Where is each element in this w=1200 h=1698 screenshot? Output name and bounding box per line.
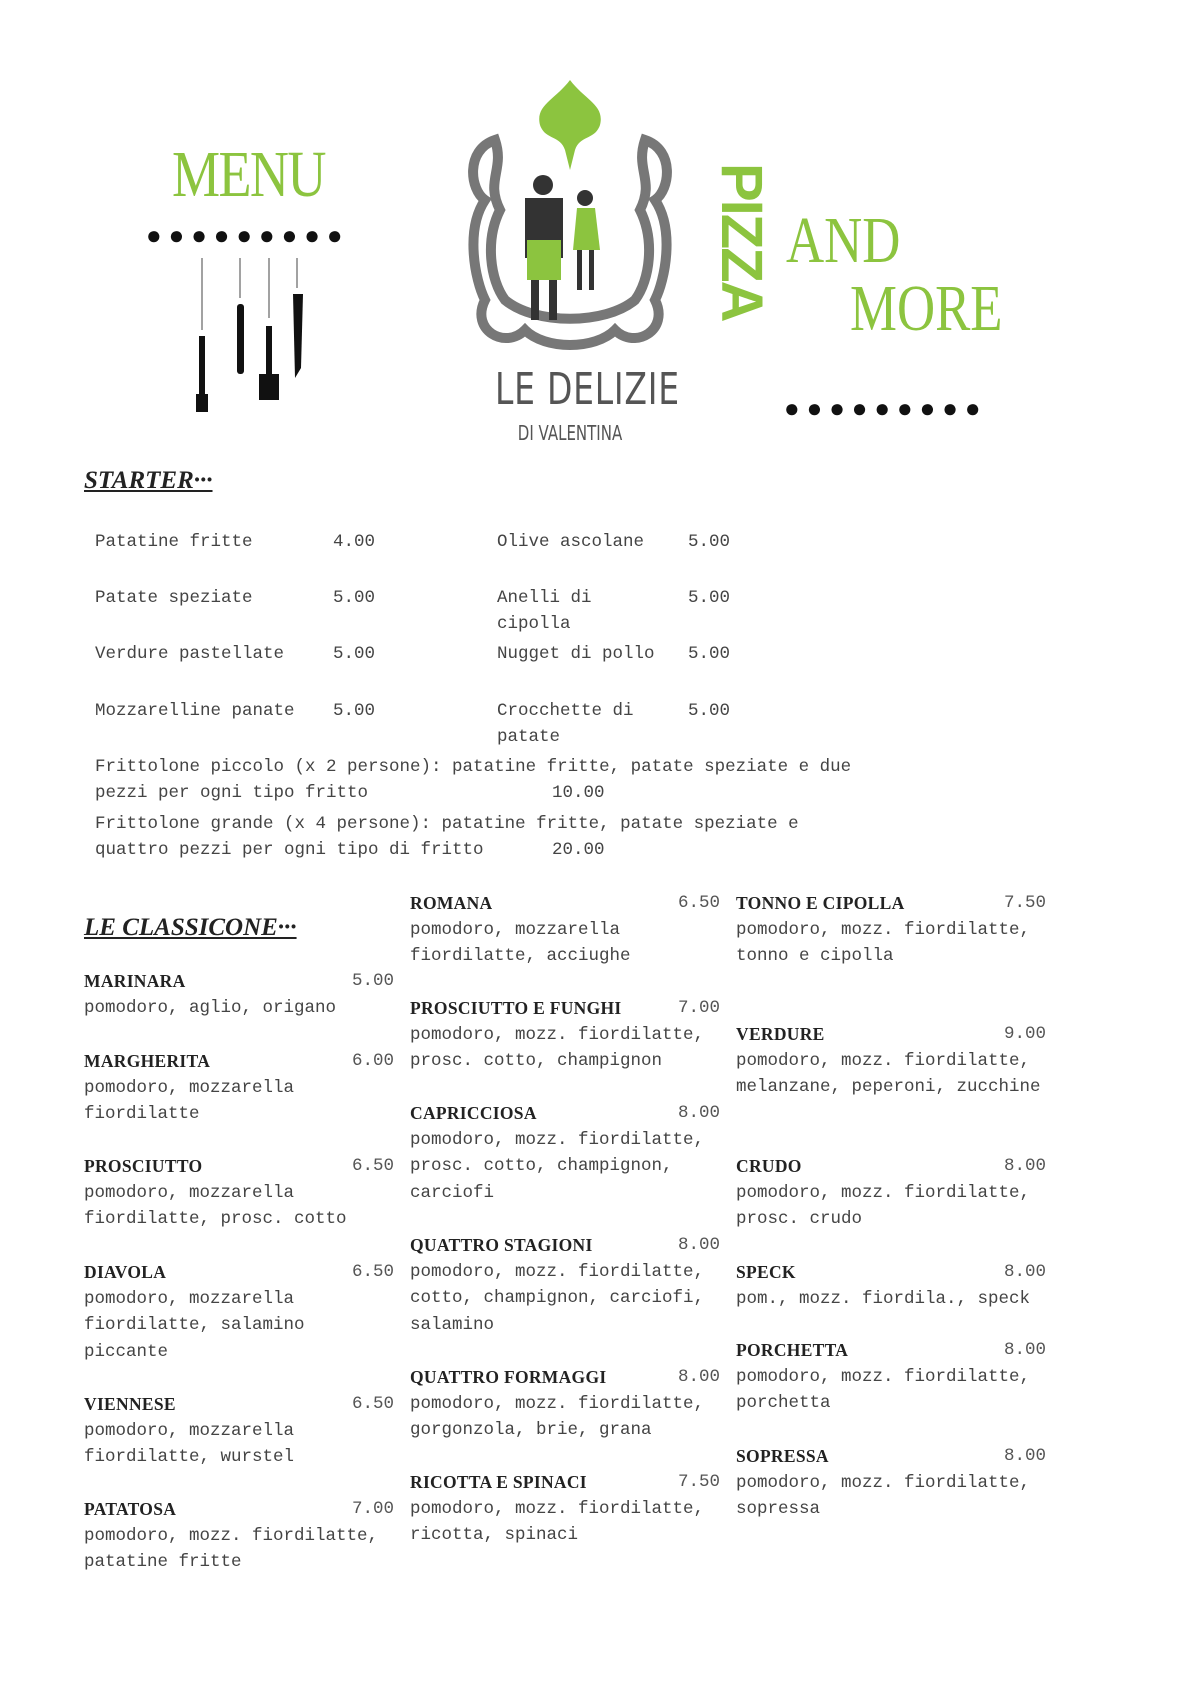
pizza-item — [410, 1232, 720, 1338]
pizza-price: 7.50 — [677, 1472, 720, 1492]
pizza-header — [84, 1391, 394, 1418]
pizza-name: PORCHETTA — [736, 1340, 849, 1360]
pizza-item — [84, 1048, 394, 1128]
starter-price: 5.00 — [688, 532, 731, 552]
pizza-ingredients: pomodoro, mozzarella fiordilatte — [84, 1077, 295, 1124]
and-title: AND — [786, 204, 901, 277]
pizza-ingredients: pomodoro, mozz. fiordilatte, sopressa — [736, 1472, 1031, 1519]
starter-item: Patatine fritte — [95, 532, 253, 552]
pizza-item — [736, 1337, 1046, 1417]
pizza-ingredients: pomodoro, mozz. fiordilatte, gorgonzola, brie, grana — [410, 1393, 705, 1440]
dots-divider-left: ●●●●●●●●● — [146, 222, 350, 252]
pizza-price: 7.00 — [351, 1499, 394, 1519]
pizza-header — [84, 968, 394, 995]
pizza-price: 8.00 — [1003, 1340, 1046, 1360]
logo-title: LE DELIZIE — [495, 364, 680, 415]
pizza-ingredients: pomodoro, mozz. fiordilatte, patatine fritte — [84, 1525, 379, 1572]
starter-item: Patate speziate — [95, 588, 253, 608]
pizza-item — [736, 1153, 1046, 1233]
starter-item: Mozzarelline panate — [95, 701, 295, 721]
logo-emblem-icon — [465, 80, 675, 362]
pizza-name: MARGHERITA — [84, 1051, 211, 1071]
pizza-item — [84, 1496, 394, 1576]
pizza-header — [410, 995, 720, 1022]
pizza-price: 8.00 — [1003, 1446, 1046, 1466]
pizza-ingredients: pomodoro, aglio, origano — [84, 997, 337, 1018]
pizza-item — [736, 1443, 1046, 1523]
combo-line: Frittolone piccolo (x 2 persone): patatine fritte, patate speziate e due — [95, 757, 852, 777]
pizza-ingredients: pomodoro, mozz. fiordilatte, porchetta — [736, 1366, 1031, 1413]
hanging-utensils-icon — [185, 258, 315, 418]
pizza-price: 7.50 — [1003, 893, 1046, 913]
pizza-header — [736, 1337, 1046, 1364]
pizza-name: DIAVOLA — [84, 1262, 167, 1282]
pizza-name: PROSCIUTTO E FUNGHI — [410, 998, 622, 1018]
pizza-name: RICOTTA E SPINACI — [410, 1472, 587, 1492]
starter-item: Verdure pastellate — [95, 644, 285, 664]
more-title: MORE — [850, 272, 1003, 345]
pizza-name: PATATOSA — [84, 1499, 177, 1519]
pizza-price: 7.00 — [677, 998, 720, 1018]
starter-price: 5.00 — [688, 701, 731, 721]
pizza-name: MARINARA — [84, 971, 186, 991]
pizza-item — [84, 1391, 394, 1471]
pizza-header — [410, 1100, 720, 1127]
pizza-ingredients: pomodoro, mozz. fiordilatte, melanzane, peperoni, zucchine — [736, 1050, 1041, 1097]
combo-line: pezzi per ogni tipo fritto — [95, 783, 369, 803]
pizza-header — [410, 1232, 720, 1259]
logo-subtitle: DI VALENTINA — [517, 421, 623, 445]
pizza-header — [84, 1048, 394, 1075]
dots-divider-right: ●●●●●●●●● — [784, 395, 988, 425]
starter-price: 5.00 — [333, 588, 376, 608]
pizza-item — [736, 1021, 1046, 1101]
pizza-header — [84, 1496, 394, 1523]
pizza-price: 8.00 — [1003, 1262, 1046, 1282]
pizza-price: 6.50 — [351, 1394, 394, 1414]
pizza-price: 6.50 — [677, 893, 720, 913]
pizza-price: 8.00 — [677, 1103, 720, 1123]
pizza-ingredients: pomodoro, mozz. fiordilatte, prosc. cotto, champignon, carciofi — [410, 1129, 705, 1203]
pizza-ingredients: pomodoro, mozz. fiordilatte, tonno e cipolla — [736, 919, 1031, 966]
starter-item: Olive ascolane — [497, 532, 645, 552]
starter-price: 5.00 — [333, 644, 376, 664]
pizza-name: TONNO E CIPOLLA — [736, 893, 905, 913]
pizza-name: VIENNESE — [84, 1394, 176, 1414]
pizza-item — [84, 1153, 394, 1233]
pizza-header — [410, 1469, 720, 1496]
starter-price: 5.00 — [333, 701, 376, 721]
pizza-item — [736, 890, 1046, 970]
pizza-ingredients: pomodoro, mozzarella fiordilatte, acciughe — [410, 919, 631, 966]
pizza-price: 6.00 — [351, 1051, 394, 1071]
pizza-name: PROSCIUTTO — [84, 1156, 203, 1176]
pizza-price: 9.00 — [1003, 1024, 1046, 1044]
pizza-title: PIZZA — [709, 163, 774, 321]
pizza-header — [84, 1259, 394, 1286]
starter-heading: STARTER··· — [84, 467, 213, 494]
starter-item: Crocchette di patate — [497, 701, 634, 747]
pizza-name: VERDURE — [736, 1024, 825, 1044]
starter-price: 4.00 — [333, 532, 376, 552]
pizza-item — [410, 1469, 720, 1549]
combo-price: 10.00 — [552, 783, 605, 803]
pizza-name: SOPRESSA — [736, 1446, 829, 1466]
pizza-item — [410, 995, 720, 1075]
pizza-item — [410, 1364, 720, 1444]
pizza-price: 6.50 — [351, 1262, 394, 1282]
starter-item: Anelli di cipolla — [497, 588, 592, 634]
pizza-item — [736, 1259, 1046, 1312]
pizza-header — [410, 890, 720, 917]
combo-line: quattro pezzi per ogni tipo di fritto — [95, 840, 484, 860]
pizza-ingredients: pomodoro, mozzarella fiordilatte, prosc. cotto — [84, 1182, 347, 1229]
combo-price: 20.00 — [552, 840, 605, 860]
pizza-header — [736, 1443, 1046, 1470]
pizza-ingredients: pomodoro, mozz. fiordilatte, prosc. crudo — [736, 1182, 1031, 1229]
pizza-price: 8.00 — [677, 1367, 720, 1387]
starter-price: 5.00 — [688, 644, 731, 664]
pizza-item — [84, 968, 394, 1021]
pizza-ingredients: pomodoro, mozzarella fiordilatte, wurstel — [84, 1420, 295, 1467]
pizza-item — [410, 1100, 720, 1206]
pizza-name: SPECK — [736, 1262, 796, 1282]
pizza-header — [736, 1021, 1046, 1048]
pizza-name: QUATTRO STAGIONI — [410, 1235, 593, 1255]
combo-line: Frittolone grande (x 4 persone): patatine fritte, patate speziate e — [95, 814, 799, 834]
pizza-header — [736, 1259, 1046, 1286]
pizza-name: CAPRICCIOSA — [410, 1103, 537, 1123]
pizza-header — [84, 1153, 394, 1180]
pizza-price: 6.50 — [351, 1156, 394, 1176]
pizza-name: QUATTRO FORMAGGI — [410, 1367, 607, 1387]
pizza-ingredients: pomodoro, mozz. fiordilatte, ricotta, spinaci — [410, 1498, 705, 1545]
starter-price: 5.00 — [688, 588, 731, 608]
pizza-name: CRUDO — [736, 1156, 802, 1176]
pizza-price: 5.00 — [351, 971, 394, 991]
pizza-header — [736, 890, 1046, 917]
classicone-heading: LE CLASSICONE··· — [84, 914, 297, 941]
menu-title: MENU — [172, 138, 325, 211]
pizza-price: 8.00 — [677, 1235, 720, 1255]
pizza-header — [410, 1364, 720, 1391]
starter-item: Nugget di pollo — [497, 644, 655, 664]
pizza-item — [84, 1259, 394, 1365]
pizza-ingredients: pomodoro, mozzarella fiordilatte, salamino piccante — [84, 1288, 305, 1362]
pizza-header — [736, 1153, 1046, 1180]
pizza-ingredients: pomodoro, mozz. fiordilatte, prosc. cotto, champignon — [410, 1024, 705, 1071]
pizza-item — [410, 890, 720, 970]
pizza-price: 8.00 — [1003, 1156, 1046, 1176]
pizza-ingredients: pomodoro, mozz. fiordilatte, cotto, champignon, carciofi, salamino — [410, 1261, 705, 1335]
pizza-name: ROMANA — [410, 893, 493, 913]
pizza-ingredients: pom., mozz. fiordila., speck — [736, 1288, 1031, 1309]
